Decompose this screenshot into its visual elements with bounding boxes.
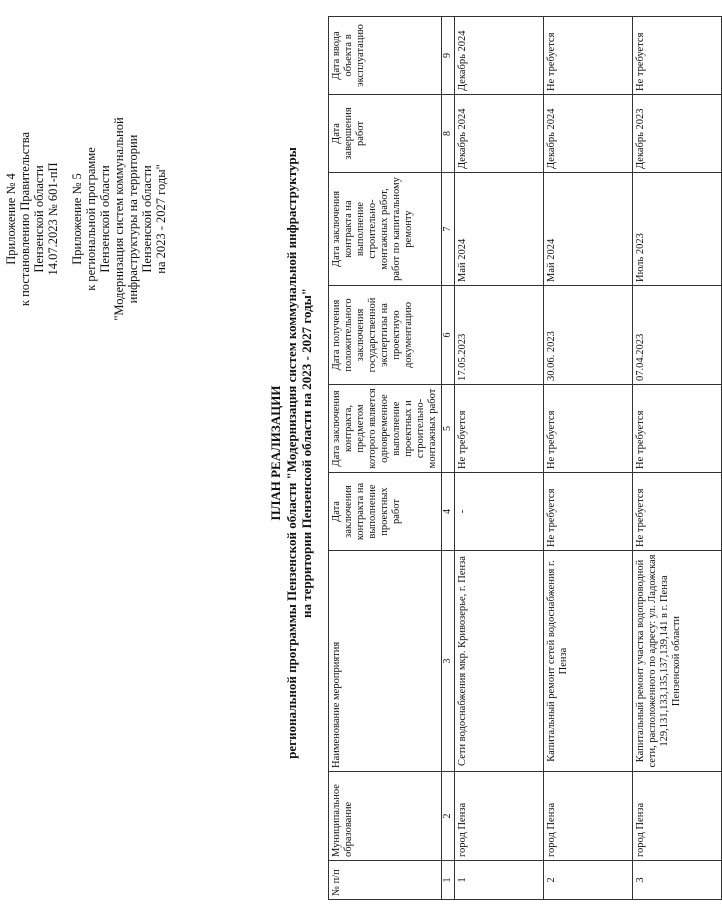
design-contract-date-cell: Не требуется <box>633 473 722 551</box>
appendix-5-block <box>70 64 168 374</box>
document-subtitle: региональной программы Пензенской области "Модернизация систем коммунальной инфраструктуры <box>283 147 299 759</box>
column-number: 2 <box>442 772 455 861</box>
document-title: ПЛАН РЕАЛИЗАЦИИ <box>268 385 283 521</box>
combined-contract-date-cell: Не требуется <box>455 385 544 473</box>
header-cell: Дата заключения контракта, предметом которого является одновременное выполнение проектных и строительно-монтажных работ <box>329 385 442 473</box>
design-contract-date-cell: - <box>455 473 544 551</box>
expertise-date-cell: 07.04.2023 <box>633 286 722 385</box>
appendix-header <box>4 64 178 374</box>
appendix-4-line: 14.07.2023 № 601-пП <box>46 162 60 276</box>
row-number-cell: 3 <box>633 861 722 900</box>
column-number: 5 <box>442 385 455 473</box>
appendix-4-line: к постановлению Правительства <box>18 131 32 307</box>
activity-cell: Капитальный ремонт сетей водоснабжения г. Пенза <box>544 551 633 772</box>
appendix-5-line: на 2023 - 2027 годы" <box>154 164 168 274</box>
appendix-5-line: "Модернизация систем коммунальной <box>112 117 126 321</box>
appendix-5-line: Приложение № 5 <box>70 173 84 265</box>
completion-date-cell: Декабрь 2023 <box>633 95 722 173</box>
table-header-row <box>329 17 442 900</box>
commissioning-date-cell: Не требуется <box>544 17 633 95</box>
appendix-5-line: к региональной программе <box>84 147 98 291</box>
column-number: 4 <box>442 473 455 551</box>
implementation-plan-table <box>328 16 722 900</box>
combined-contract-date-cell: Не требуется <box>544 385 633 473</box>
completion-date-cell: Декабрь 2024 <box>455 95 544 173</box>
appendix-4-block <box>4 64 60 374</box>
activity-cell: Капитальный ремонт участка водопроводной сети, расположенного по адресу: ул. Ладожская 129,131,133,135,137,139,141 в г. Пенза Пензенской области <box>633 551 722 772</box>
column-number: 6 <box>442 286 455 385</box>
header-cell: Дата получения положительного заключения государственной экспертизы на проектную документацию <box>329 286 442 385</box>
expertise-date-cell: 17.05.2023 <box>455 286 544 385</box>
municipality-cell: город Пенза <box>544 772 633 861</box>
header-cell: Дата заключения контракта на выполнение строительно-монтажных работ, работ по капитальному ремонту <box>329 173 442 286</box>
municipality-cell: город Пенза <box>633 772 722 861</box>
column-number: 3 <box>442 551 455 772</box>
column-number-row <box>442 17 455 900</box>
document-heading <box>268 20 315 886</box>
completion-date-cell: Декабрь 2024 <box>544 95 633 173</box>
appendix-5-line: Пензенской области <box>98 165 112 273</box>
document-subtitle: на территории Пензенской области на 2023 - 2027 годы" <box>299 287 314 619</box>
column-number: 8 <box>442 95 455 173</box>
construction-contract-date-cell: Июль 2023 <box>633 173 722 286</box>
design-contract-date-cell: Не требуется <box>544 473 633 551</box>
header-cell: Наименование мероприятия <box>329 551 442 772</box>
commissioning-date-cell: Не требуется <box>633 17 722 95</box>
municipality-cell: город Пенза <box>455 772 544 861</box>
header-cell: Дата заключения контракта на выполнение проектных работ <box>329 473 442 551</box>
appendix-4-line: Приложение № 4 <box>4 173 18 265</box>
appendix-5-line: Пензенской области <box>140 165 154 273</box>
column-number: 1 <box>442 861 455 900</box>
header-cell: № п/п <box>329 861 442 900</box>
expertise-date-cell: 30.06. 2023 <box>544 286 633 385</box>
row-number-cell: 1 <box>455 861 544 900</box>
activity-cell: Сети водоснабжения мкр. Кривозерье, г. Пенза <box>455 551 544 772</box>
table-row <box>455 17 544 900</box>
header-cell: Дата завершения работ <box>329 95 442 173</box>
row-number-cell: 2 <box>544 861 633 900</box>
header-cell: Дата ввода объекта в эксплуатацию <box>329 17 442 95</box>
construction-contract-date-cell: Май 2024 <box>544 173 633 286</box>
construction-contract-date-cell: Май 2024 <box>455 173 544 286</box>
column-number: 9 <box>442 17 455 95</box>
table-row <box>544 17 633 900</box>
header-cell: Муниципальное образование <box>329 772 442 861</box>
table-row <box>633 17 722 900</box>
combined-contract-date-cell: Не требуется <box>633 385 722 473</box>
appendix-5-line: инфраструктуры на территории <box>126 134 140 304</box>
appendix-4-line: Пензенской области <box>32 165 46 273</box>
column-number: 7 <box>442 173 455 286</box>
commissioning-date-cell: Декабрь 2024 <box>455 17 544 95</box>
